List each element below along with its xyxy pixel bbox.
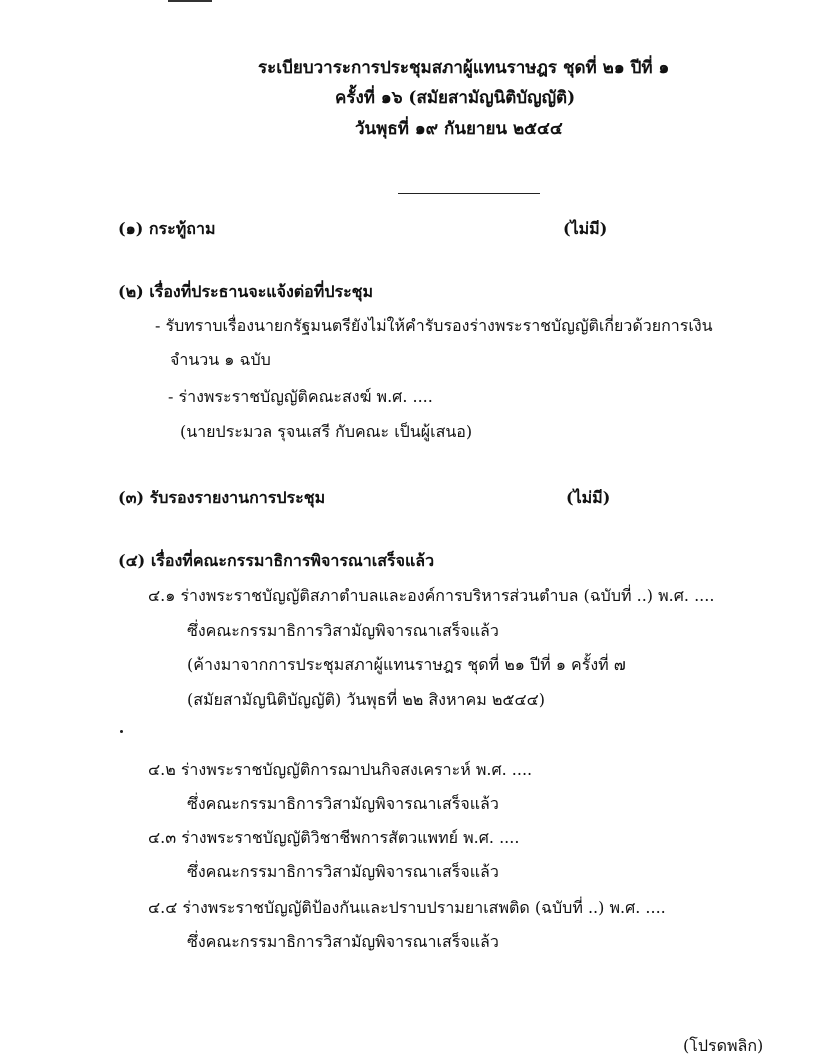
turn-over-note: (โปรดพลิก) — [683, 1036, 764, 1055]
item-4-1-line-4: (สมัยสามัญนิติบัญญัติ) วันพุธที่ ๒๒ สิงหาคม ๒๕๔๔) — [187, 690, 545, 709]
item-4-1-line-2: ซึ่งคณะกรรมาธิการวิสามัญพิจารณาเสร็จแล้ว — [187, 621, 499, 640]
agenda-title-line2: ครั้งที่ ๑๖ (สมัยสามัญนิติบัญญัติ) — [335, 88, 576, 108]
section-1-status: (ไม่มี) — [563, 219, 608, 238]
item-4-4-line-2: ซึ่งคณะกรรมาธิการวิสามัญพิจารณาเสร็จแล้ว — [187, 932, 499, 951]
scan-artifact — [168, 0, 212, 5]
stray-dot — [120, 730, 123, 733]
section-1-heading: (๑) กระทู้ถาม — [118, 219, 216, 238]
section-2-heading: (๒) เรื่องที่ประธานจะแจ้งต่อที่ประชุม — [118, 282, 374, 301]
agenda-date: วันพุธที่ ๑๙ กันยายน ๒๕๔๔ — [355, 119, 563, 139]
section-2-item-2-line-2: (นายประมวล รุจนเสรี กับคณะ เป็นผู้เสนอ) — [180, 422, 473, 441]
section-3-status: (ไม่มี) — [566, 488, 611, 507]
item-4-1-line-1: ๔.๑ ร่างพระราชบัญญัติสภาตำบลและองค์การบริหารส่วนตำบล (ฉบับที่ ..) พ.ศ. .... — [148, 586, 715, 605]
header-divider — [398, 193, 540, 194]
section-4-heading: (๔) เรื่องที่คณะกรรมาธิการพิจารณาเสร็จแล้ว — [118, 551, 435, 570]
item-4-2-line-2: ซึ่งคณะกรรมาธิการวิสามัญพิจารณาเสร็จแล้ว — [187, 794, 499, 813]
agenda-title-line1: ระเบียบวาระการประชุมสภาผู้แทนราษฎร ชุดที่ ๒๑ ปีที่ ๑ — [258, 58, 670, 78]
section-2-item-2-line-1: - ร่างพระราชบัญญัติคณะสงฆ์ พ.ศ. .... — [168, 387, 433, 406]
item-4-4-line-1: ๔.๔ ร่างพระราชบัญญัติป้องกันและปราบปรามยาเสพติด (ฉบับที่ ..) พ.ศ. .... — [148, 898, 666, 917]
section-2-item-1-line-1: - รับทราบเรื่องนายกรัฐมนตรียังไม่ให้คำรับรองร่างพระราชบัญญัติเกี่ยวด้วยการเงิน — [155, 316, 713, 335]
section-2-item-1-line-2: จำนวน ๑ ฉบับ — [170, 350, 271, 369]
section-3-heading: (๓) รับรองรายงานการประชุม — [118, 488, 326, 507]
item-4-2-line-1: ๔.๒ ร่างพระราชบัญญัติการฌาปนกิจสงเคราะห์ พ.ศ. .... — [148, 760, 533, 779]
item-4-3-line-1: ๔.๓ ร่างพระราชบัญญัติวิชาชีพการสัตวแพทย์ พ.ศ. .... — [148, 828, 520, 847]
item-4-1-line-3: (ค้างมาจากการประชุมสภาผู้แทนราษฎร ชุดที่ ๒๑ ปีที่ ๑ ครั้งที่ ๗ — [187, 655, 626, 674]
item-4-3-line-2: ซึ่งคณะกรรมาธิการวิสามัญพิจารณาเสร็จแล้ว — [187, 862, 499, 881]
